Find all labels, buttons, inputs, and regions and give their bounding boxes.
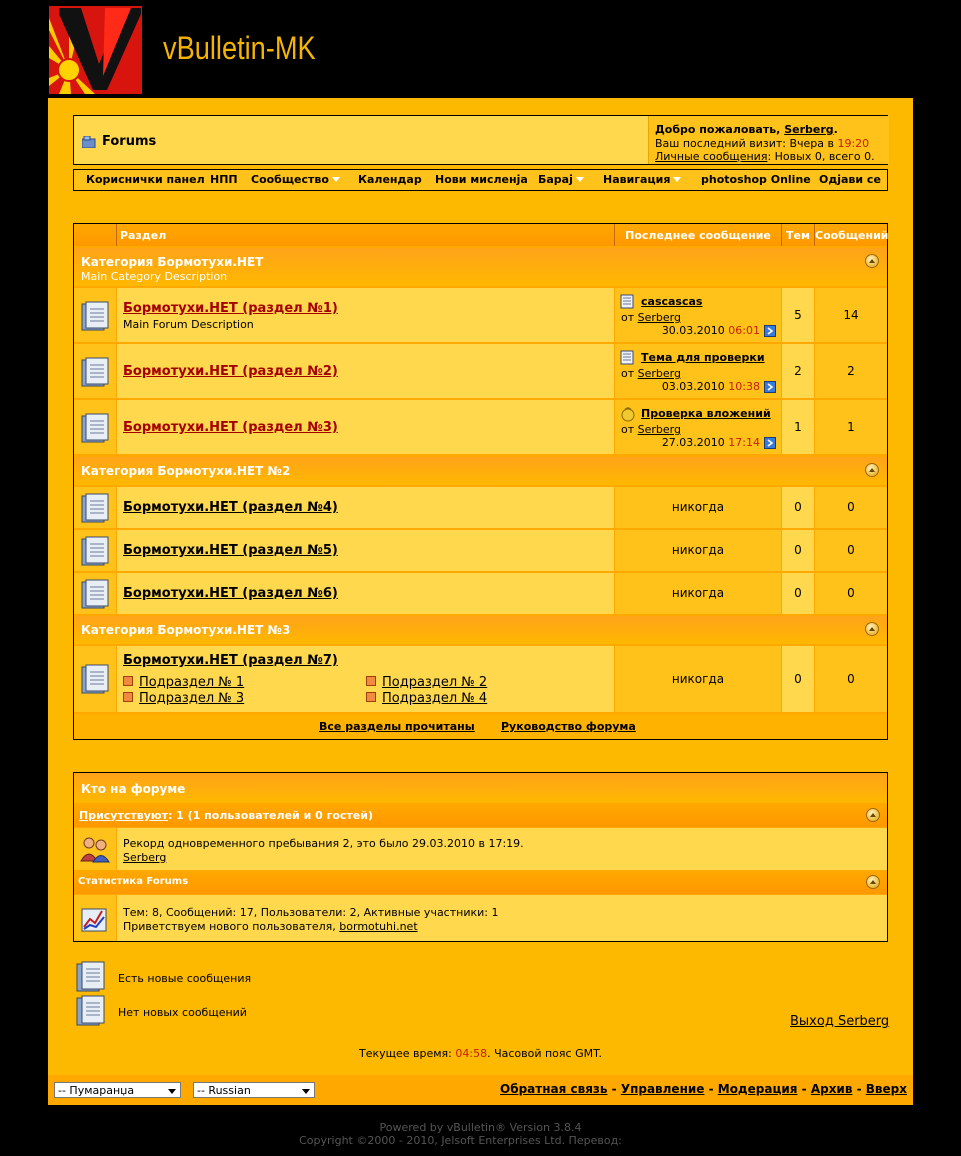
- stats-chart-icon: [80, 903, 110, 933]
- menu-navigation-label: Навигация: [603, 173, 671, 186]
- menu-logout[interactable]: Одјави се: [819, 173, 881, 186]
- nav-menu: [73, 169, 888, 191]
- whos-online-box: [73, 772, 888, 942]
- no-new-posts-folder-icon: [81, 664, 109, 694]
- menu-search-label: Барај: [538, 173, 573, 186]
- last-post-never: никогда: [615, 487, 781, 528]
- thread-count: 0: [782, 573, 814, 614]
- post-count: 0: [815, 487, 887, 528]
- forum-title-link[interactable]: Бормотухи.НЕТ (раздел №1): [123, 301, 338, 316]
- last-post-cell: [615, 400, 781, 454]
- thread-icon: [620, 350, 634, 365]
- site-title: vBulletin-MK: [163, 30, 316, 66]
- category-title[interactable]: Категория Бормотухи.НЕТ №3: [81, 623, 291, 637]
- last-thread-link[interactable]: Проверка вложений: [641, 407, 771, 420]
- style-select[interactable]: [54, 1082, 181, 1098]
- forum-row: [74, 344, 887, 398]
- collapse-icon[interactable]: [865, 622, 879, 636]
- collapse-icon[interactable]: [866, 808, 880, 822]
- last-poster-link[interactable]: Serberg: [637, 367, 681, 380]
- post-count: 0: [815, 530, 887, 571]
- stats-subheader[interactable]: [74, 871, 887, 894]
- page-body: [48, 98, 913, 1105]
- menu-new-posts[interactable]: Нови мисленја: [435, 173, 528, 186]
- private-messages-link[interactable]: Личные сообщения: [655, 150, 768, 163]
- online-users-icon: [80, 835, 110, 863]
- menu-community-label: Сообщество: [251, 173, 329, 186]
- new-posts-folder-icon: [81, 357, 109, 387]
- copyright-text: Copyright ©2000 - 2010, Jelsoft Enterprises Ltd. Перевод:: [299, 1134, 622, 1147]
- legend-none-text: Нет новых сообщений: [118, 1006, 247, 1019]
- subforum-link[interactable]: Подраздел № 2: [382, 675, 488, 690]
- collapse-icon[interactable]: [866, 875, 880, 889]
- by-label: от: [621, 423, 635, 436]
- col-threads: Тем: [786, 229, 810, 242]
- subforum-icon: [366, 676, 376, 686]
- style-select-value: -- Пумаранџа: [58, 1084, 135, 1097]
- new-posts-legend-icon: [76, 961, 106, 993]
- last-post-time: 10:38: [728, 380, 760, 393]
- top-link[interactable]: Вверх: [865, 1082, 907, 1096]
- footer-bar: [48, 1075, 913, 1105]
- last-post-time: 06:01: [728, 324, 760, 337]
- goto-last-post-icon[interactable]: [764, 437, 776, 449]
- last-visit-time: 19:20: [837, 137, 870, 150]
- last-post-date: 27.03.2010: [661, 436, 725, 449]
- forum-title-link[interactable]: Бормотухи.НЕТ (раздел №3): [123, 420, 338, 435]
- welcome-text: Добро пожаловать,: [655, 123, 781, 136]
- newest-user-link[interactable]: bormotuhi.net: [339, 920, 418, 933]
- category-title[interactable]: Категория Бормотухи.НЕТ: [81, 255, 264, 269]
- last-post-cell: [615, 344, 781, 398]
- online-user-link[interactable]: Serberg: [123, 851, 167, 864]
- thread-count: 0: [782, 530, 814, 571]
- menu-community[interactable]: [251, 170, 340, 190]
- last-poster-link[interactable]: Serberg: [637, 423, 681, 436]
- last-post-never: никогда: [615, 646, 781, 712]
- language-select-value: -- Russian: [197, 1084, 251, 1097]
- chevron-down-icon: [673, 177, 681, 182]
- forum-row: [74, 487, 887, 528]
- forum-row: [74, 573, 887, 614]
- post-count: 2: [815, 344, 887, 398]
- goto-last-post-icon[interactable]: [764, 381, 776, 393]
- goto-last-post-icon[interactable]: [764, 325, 776, 337]
- whos-online-title: Кто на форуме: [81, 782, 186, 796]
- thread-count: 2: [782, 344, 814, 398]
- chevron-down-icon: [302, 1089, 310, 1094]
- online-subheader[interactable]: [74, 804, 887, 827]
- forum-title-link[interactable]: Бормотухи.НЕТ (раздел №4): [123, 500, 338, 515]
- last-post-time: 17:14: [728, 436, 760, 449]
- welcome-user-link[interactable]: Serberg: [784, 123, 834, 136]
- col-section: Раздел: [120, 229, 167, 242]
- language-select[interactable]: [193, 1082, 315, 1098]
- chevron-down-icon: [576, 177, 584, 182]
- post-count: 1: [815, 400, 887, 454]
- stats-title: Статистика Forums: [78, 876, 189, 887]
- subforum-link[interactable]: Подраздел № 1: [139, 675, 245, 690]
- post-count: 0: [815, 646, 887, 712]
- menu-search[interactable]: [538, 170, 584, 190]
- forum-title-link[interactable]: Бормотухи.НЕТ (раздел №7): [123, 653, 338, 668]
- site-header: [0, 0, 961, 98]
- forum-row: [74, 288, 887, 342]
- breadcrumb[interactable]: Forums: [102, 134, 157, 149]
- archive-link[interactable]: Архив: [810, 1082, 853, 1096]
- contact-us-link[interactable]: Обратная связь: [500, 1082, 608, 1096]
- menu-npp[interactable]: НПП: [210, 173, 238, 186]
- subforum-icon: [123, 676, 133, 686]
- attachment-icon: [620, 406, 636, 422]
- record-text: Рекорд одновременного пребывания 2, это было 29.03.2010 в 17:19.: [123, 837, 524, 850]
- moderation-link[interactable]: Модерация: [717, 1082, 798, 1096]
- last-thread-link[interactable]: cascascas: [641, 295, 703, 308]
- menu-navigation[interactable]: [603, 170, 681, 190]
- no-new-posts-legend-icon: [76, 995, 106, 1027]
- menu-calendar[interactable]: Календар: [358, 173, 422, 186]
- last-post-never: никогда: [615, 573, 781, 614]
- powered-by: Powered by vBulletin® Version 3.8.4: [379, 1121, 582, 1134]
- by-label: от: [621, 367, 635, 380]
- legend-new-text: Есть новые сообщения: [118, 972, 252, 985]
- category-header[interactable]: [74, 616, 887, 644]
- forum-guide-link[interactable]: Руководство форума: [501, 720, 636, 733]
- mark-all-read-link[interactable]: Все разделы прочитаны: [319, 720, 475, 733]
- current-time: [48, 1047, 913, 1060]
- stats-text: Тем: 8, Сообщений: 17, Пользователи: 2, Активные участники: 1: [123, 906, 499, 919]
- footer-links: Обратная связь - Управление - Модерация - Архив - Вверх: [500, 1082, 907, 1096]
- post-count: 0: [815, 573, 887, 614]
- forum-description: Main Forum Description: [123, 318, 254, 331]
- subforum-icon: [123, 692, 133, 702]
- last-post-date: 03.03.2010: [661, 380, 725, 393]
- forum-title-link[interactable]: Бормотухи.НЕТ (раздел №2): [123, 364, 338, 379]
- present-counts: : 1 (1 пользователей и 0 гостей): [167, 809, 373, 822]
- table-footer: [74, 714, 887, 739]
- forum-row: [74, 646, 887, 712]
- last-thread-link[interactable]: Тема для проверки: [641, 351, 765, 364]
- pm-counts: : Новых 0, всего 0.: [767, 150, 875, 163]
- subforum-icon: [366, 692, 376, 702]
- subforum-link[interactable]: Подраздел № 3: [139, 691, 245, 706]
- thread-count: 5: [782, 288, 814, 342]
- category-description: Main Category Description: [81, 270, 228, 283]
- navbar-box: [73, 115, 888, 165]
- site-logo[interactable]: [49, 6, 142, 94]
- by-label: от: [621, 311, 635, 324]
- thread-count: 0: [782, 646, 814, 712]
- category-header[interactable]: [74, 248, 887, 286]
- category-header[interactable]: [74, 457, 887, 485]
- logout-link[interactable]: Выход Serberg: [790, 1014, 890, 1029]
- last-post-date: 30.03.2010: [661, 324, 725, 337]
- no-new-posts-folder-icon: [81, 579, 109, 609]
- forum-title-link[interactable]: Бормотухи.НЕТ (раздел №6): [123, 586, 338, 601]
- subforum-link[interactable]: Подраздел № 4: [382, 691, 488, 706]
- time-value: 04:58: [455, 1047, 488, 1060]
- chevron-down-icon: [332, 177, 340, 182]
- thread-icon: [620, 294, 634, 309]
- admin-link[interactable]: Управление: [620, 1082, 705, 1096]
- last-visit-label: Ваш последний визит: Вчера в: [655, 137, 834, 150]
- no-new-posts-folder-icon: [81, 493, 109, 523]
- forum-title-link[interactable]: Бормотухи.НЕТ (раздел №5): [123, 543, 338, 558]
- menu-photoshop-online[interactable]: photoshop Online: [701, 173, 811, 186]
- forum-table: [73, 223, 888, 740]
- category-title[interactable]: Категория Бормотухи.НЕТ №2: [81, 464, 291, 478]
- time-prefix: Текущее время:: [358, 1047, 452, 1060]
- table-header: [74, 224, 887, 246]
- welcome-panel: Добро пожаловать, Serberg. Ваш последний визит: Вчера в 19:20 Личные сообщения: Новых 0, всего 0.: [648, 116, 889, 164]
- col-posts: Сообщений: [815, 229, 889, 242]
- col-last-post: Последнее сообщение: [625, 229, 771, 242]
- welcome-new-text: Приветствуем нового пользователя,: [123, 920, 336, 933]
- collapse-icon[interactable]: [865, 463, 879, 477]
- menu-user-cp[interactable]: Кориснички панел: [86, 173, 205, 186]
- forum-row: [74, 530, 887, 571]
- collapse-icon[interactable]: [865, 254, 879, 268]
- no-new-posts-folder-icon: [81, 536, 109, 566]
- last-post-never: никогда: [615, 530, 781, 571]
- last-poster-link[interactable]: Serberg: [637, 311, 681, 324]
- present-users-link[interactable]: Присутствуют: [79, 809, 168, 822]
- chevron-down-icon: [168, 1089, 176, 1094]
- thread-count: 0: [782, 487, 814, 528]
- last-post-cell: [615, 288, 781, 342]
- forum-home-icon[interactable]: [82, 136, 96, 148]
- new-posts-folder-icon: [81, 301, 109, 331]
- thread-count: 1: [782, 400, 814, 454]
- forum-row: [74, 400, 887, 454]
- post-count: 14: [815, 288, 887, 342]
- time-suffix: . Часовой пояс GMT.: [487, 1047, 602, 1060]
- new-posts-folder-icon: [81, 413, 109, 443]
